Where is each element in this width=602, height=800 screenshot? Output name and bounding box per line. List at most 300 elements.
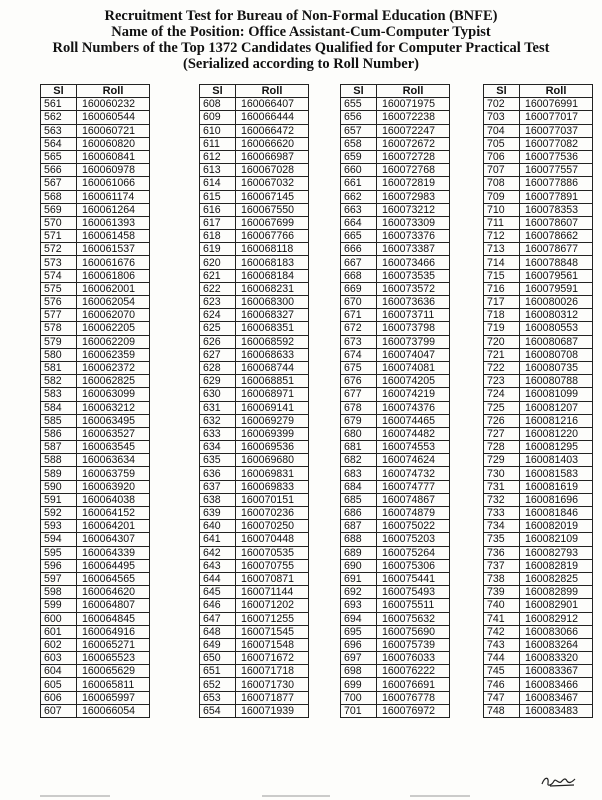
serial-cell: 563 [41, 124, 77, 137]
roll-cell: 160081619 [520, 480, 593, 493]
serial-cell: 586 [41, 427, 77, 440]
roll-cell: 160073572 [377, 282, 450, 295]
serial-cell: 714 [484, 256, 520, 269]
column-header-roll: Roll [236, 85, 309, 98]
table-row [200, 111, 309, 124]
table-row [484, 441, 593, 454]
serial-cell: 743 [484, 638, 520, 651]
table-row [484, 520, 593, 533]
serial-cell: 699 [341, 678, 377, 691]
roll-cell: 160074732 [377, 467, 450, 480]
roll-cell: 160068971 [236, 388, 309, 401]
table-row [341, 111, 450, 124]
roll-cell: 160069536 [236, 441, 309, 454]
roll-cell: 160074624 [377, 454, 450, 467]
roll-cell: 160071975 [377, 98, 450, 111]
serial-cell: 638 [200, 493, 236, 506]
table-row [200, 216, 309, 229]
roll-cell: 160063634 [77, 454, 150, 467]
table-row [484, 625, 593, 638]
serial-cell: 628 [200, 361, 236, 374]
table-row [41, 678, 150, 691]
serial-cell: 640 [200, 520, 236, 533]
document-header [0, 8, 602, 72]
roll-cell: 160064845 [77, 612, 150, 625]
table-row [41, 124, 150, 137]
roll-cell: 160074219 [377, 388, 450, 401]
serial-cell: 652 [200, 678, 236, 691]
roll-cell: 160071730 [236, 678, 309, 691]
roll-cell: 160066620 [236, 137, 309, 150]
table-row [200, 348, 309, 361]
table-row [41, 572, 150, 585]
table-row [484, 309, 593, 322]
serial-cell: 694 [341, 612, 377, 625]
roll-cell: 160078662 [520, 230, 593, 243]
serial-cell: 651 [200, 665, 236, 678]
roll-cell: 160076033 [377, 652, 450, 665]
table-row [41, 375, 150, 388]
roll-cell: 160071718 [236, 665, 309, 678]
roll-cell: 160080708 [520, 348, 593, 361]
footer-rule-marks [0, 794, 602, 798]
serial-cell: 698 [341, 665, 377, 678]
serial-cell: 564 [41, 137, 77, 150]
serial-cell: 711 [484, 216, 520, 229]
table-row [200, 137, 309, 150]
roll-cell: 160063545 [77, 441, 150, 454]
table-row [41, 612, 150, 625]
table-row [200, 243, 309, 256]
table-row [484, 493, 593, 506]
serial-cell: 655 [341, 98, 377, 111]
roll-cell: 160073387 [377, 243, 450, 256]
roll-cell: 160071548 [236, 638, 309, 651]
table-row [484, 546, 593, 559]
roll-cell: 160068351 [236, 322, 309, 335]
serial-cell: 737 [484, 559, 520, 572]
table-row [484, 652, 593, 665]
serial-cell: 722 [484, 361, 520, 374]
roll-cell: 160072768 [377, 164, 450, 177]
serial-cell: 688 [341, 533, 377, 546]
table-row [41, 282, 150, 295]
table-row [200, 704, 309, 717]
roll-cell: 160075306 [377, 559, 450, 572]
serial-cell: 689 [341, 546, 377, 559]
roll-cell: 160062205 [77, 322, 150, 335]
roll-cell: 160062372 [77, 361, 150, 374]
serial-cell: 632 [200, 414, 236, 427]
roll-cell: 160063099 [77, 388, 150, 401]
serial-cell: 572 [41, 243, 77, 256]
table-row [200, 164, 309, 177]
serial-cell: 622 [200, 282, 236, 295]
serial-cell: 575 [41, 282, 77, 295]
roll-cell: 160077037 [520, 124, 593, 137]
table-row [41, 388, 150, 401]
table-row [41, 296, 150, 309]
table-row [41, 546, 150, 559]
table-row [341, 546, 450, 559]
serial-cell: 674 [341, 348, 377, 361]
table-row [341, 652, 450, 665]
table-row [200, 256, 309, 269]
serial-cell: 685 [341, 493, 377, 506]
roll-cell: 160067550 [236, 203, 309, 216]
roll-cell: 160060820 [77, 137, 150, 150]
serial-cell: 671 [341, 309, 377, 322]
table-row [41, 559, 150, 572]
table-row [484, 533, 593, 546]
roll-cell: 160082019 [520, 520, 593, 533]
serial-cell: 657 [341, 124, 377, 137]
table-row [341, 441, 450, 454]
table-row [41, 414, 150, 427]
table-row [200, 520, 309, 533]
roll-cell: 160065271 [77, 638, 150, 651]
serial-cell: 635 [200, 454, 236, 467]
serial-cell: 727 [484, 427, 520, 440]
signature-mark [538, 773, 580, 789]
table-row [341, 427, 450, 440]
serial-cell: 658 [341, 137, 377, 150]
table-row [200, 480, 309, 493]
roll-cell: 160073376 [377, 230, 450, 243]
table-row [341, 586, 450, 599]
roll-cell: 160073212 [377, 203, 450, 216]
table-row [41, 520, 150, 533]
serial-cell: 724 [484, 388, 520, 401]
serial-cell: 594 [41, 533, 77, 546]
table-row [341, 375, 450, 388]
serial-cell: 713 [484, 243, 520, 256]
roll-cell: 160083367 [520, 665, 593, 678]
table-row [41, 704, 150, 717]
table-row [41, 111, 150, 124]
table-row [200, 203, 309, 216]
serial-cell: 695 [341, 625, 377, 638]
roll-cell: 160072247 [377, 124, 450, 137]
serial-cell: 623 [200, 296, 236, 309]
table-row [484, 203, 593, 216]
roll-cell: 160079561 [520, 269, 593, 282]
table-row [341, 493, 450, 506]
table-row [200, 361, 309, 374]
roll-cell: 160074047 [377, 348, 450, 361]
serial-cell: 661 [341, 177, 377, 190]
serial-cell: 691 [341, 572, 377, 585]
roll-cell: 160066407 [236, 98, 309, 111]
roll-cell: 160082109 [520, 533, 593, 546]
roll-cell: 160070151 [236, 493, 309, 506]
roll-cell: 160075493 [377, 586, 450, 599]
table-row [341, 216, 450, 229]
serial-cell: 677 [341, 388, 377, 401]
serial-cell: 687 [341, 520, 377, 533]
table-row [341, 203, 450, 216]
column-header-sl: Sl [200, 85, 236, 98]
header-line-2: Name of the Position: Office Assistant-Cum-Computer Typist [111, 24, 491, 40]
roll-cell: 160082899 [520, 586, 593, 599]
table-row [41, 137, 150, 150]
roll-cell: 160073799 [377, 335, 450, 348]
column-header-roll: Roll [520, 85, 593, 98]
serial-cell: 697 [341, 652, 377, 665]
roll-cell: 160068184 [236, 269, 309, 282]
table-row [484, 572, 593, 585]
serial-cell: 675 [341, 361, 377, 374]
roll-cell: 160076691 [377, 678, 450, 691]
roll-cell: 160072983 [377, 190, 450, 203]
serial-cell: 643 [200, 559, 236, 572]
serial-cell: 723 [484, 375, 520, 388]
roll-cell: 160064916 [77, 625, 150, 638]
serial-cell: 680 [341, 427, 377, 440]
table-row [341, 454, 450, 467]
roll-cell: 160066472 [236, 124, 309, 137]
serial-cell: 693 [341, 599, 377, 612]
table-header-row [341, 85, 450, 98]
serial-cell: 656 [341, 111, 377, 124]
roll-cell: 160072238 [377, 111, 450, 124]
roll-cell: 160064307 [77, 533, 150, 546]
serial-cell: 702 [484, 98, 520, 111]
roll-cell: 160081846 [520, 507, 593, 520]
roll-cell: 160064495 [77, 559, 150, 572]
roll-cell: 160074376 [377, 401, 450, 414]
table-row [484, 454, 593, 467]
table-row [484, 704, 593, 717]
table-row [200, 638, 309, 651]
serial-cell: 725 [484, 401, 520, 414]
table-row [200, 665, 309, 678]
serial-cell: 646 [200, 599, 236, 612]
roll-cell: 160081099 [520, 388, 593, 401]
roll-cell: 160069141 [236, 401, 309, 414]
serial-cell: 633 [200, 427, 236, 440]
table-row [484, 243, 593, 256]
serial-cell: 562 [41, 111, 77, 124]
roll-cell: 160069680 [236, 454, 309, 467]
serial-cell: 735 [484, 533, 520, 546]
roll-cell: 160080312 [520, 309, 593, 322]
serial-cell: 595 [41, 546, 77, 559]
serial-cell: 625 [200, 322, 236, 335]
serial-cell: 728 [484, 441, 520, 454]
roll-cell: 160064807 [77, 599, 150, 612]
roll-cell: 160081583 [520, 467, 593, 480]
table-row [41, 480, 150, 493]
table-row [41, 625, 150, 638]
roll-cell: 160061458 [77, 230, 150, 243]
roll-cell: 160063759 [77, 467, 150, 480]
table-row [341, 612, 450, 625]
serial-cell: 609 [200, 111, 236, 124]
table-row [484, 467, 593, 480]
roll-cell: 160071545 [236, 625, 309, 638]
roll-cell: 160075511 [377, 599, 450, 612]
serial-cell: 738 [484, 572, 520, 585]
roll-cell: 160075022 [377, 520, 450, 533]
serial-cell: 739 [484, 586, 520, 599]
roll-cell: 160077536 [520, 150, 593, 163]
roll-cell: 160065997 [77, 691, 150, 704]
serial-cell: 731 [484, 480, 520, 493]
roll-cell: 160065523 [77, 652, 150, 665]
table-row [41, 586, 150, 599]
roll-cell: 160077017 [520, 111, 593, 124]
serial-cell: 720 [484, 335, 520, 348]
table-row [341, 533, 450, 546]
serial-cell: 574 [41, 269, 77, 282]
serial-cell: 583 [41, 388, 77, 401]
roll-cell: 160078607 [520, 216, 593, 229]
serial-cell: 704 [484, 124, 520, 137]
table-row [200, 230, 309, 243]
serial-cell: 692 [341, 586, 377, 599]
serial-cell: 619 [200, 243, 236, 256]
serial-cell: 626 [200, 335, 236, 348]
roll-cell: 160068633 [236, 348, 309, 361]
roll-cell: 160061806 [77, 269, 150, 282]
table-row [484, 612, 593, 625]
roll-cell: 160070755 [236, 559, 309, 572]
table-row [41, 203, 150, 216]
serial-cell: 665 [341, 230, 377, 243]
serial-cell: 590 [41, 480, 77, 493]
table-row [484, 177, 593, 190]
serial-cell: 611 [200, 137, 236, 150]
table-row [41, 691, 150, 704]
roll-cell: 160075690 [377, 625, 450, 638]
serial-cell: 690 [341, 559, 377, 572]
roll-cell: 160062054 [77, 296, 150, 309]
serial-cell: 577 [41, 309, 77, 322]
serial-cell: 741 [484, 612, 520, 625]
table-header-row [200, 85, 309, 98]
table-row [341, 414, 450, 427]
serial-cell: 606 [41, 691, 77, 704]
table-row [41, 361, 150, 374]
table-row [341, 559, 450, 572]
roll-cell: 160083467 [520, 691, 593, 704]
roll-cell: 160064339 [77, 546, 150, 559]
serial-cell: 637 [200, 480, 236, 493]
serial-cell: 568 [41, 190, 77, 203]
table-row [341, 665, 450, 678]
serial-cell: 718 [484, 309, 520, 322]
roll-cell: 160070535 [236, 546, 309, 559]
roll-cell: 160068300 [236, 296, 309, 309]
header-line-1: Recruitment Test for Bureau of Non-Formal Education (BNFE) [104, 8, 498, 24]
table-row [484, 124, 593, 137]
serial-cell: 629 [200, 375, 236, 388]
table-row [200, 190, 309, 203]
table-row [200, 427, 309, 440]
column-header-sl: Sl [341, 85, 377, 98]
serial-cell: 669 [341, 282, 377, 295]
roll-cell: 160074879 [377, 507, 450, 520]
table-row [341, 124, 450, 137]
serial-cell: 706 [484, 150, 520, 163]
roll-cell: 160083320 [520, 652, 593, 665]
table-row [484, 638, 593, 651]
roll-cell: 160068744 [236, 361, 309, 374]
serial-cell: 613 [200, 164, 236, 177]
serial-cell: 681 [341, 441, 377, 454]
serial-cell: 660 [341, 164, 377, 177]
serial-cell: 631 [200, 401, 236, 414]
table-row [41, 256, 150, 269]
serial-cell: 707 [484, 164, 520, 177]
roll-cell: 160074482 [377, 427, 450, 440]
table-row [200, 467, 309, 480]
table-row [484, 282, 593, 295]
serial-cell: 686 [341, 507, 377, 520]
table-row [341, 572, 450, 585]
roll-cell: 160082901 [520, 599, 593, 612]
table-row [484, 559, 593, 572]
serial-cell: 599 [41, 599, 77, 612]
table-row [341, 177, 450, 190]
serial-cell: 746 [484, 678, 520, 691]
serial-cell: 579 [41, 335, 77, 348]
table-row [341, 704, 450, 717]
roll-cell: 160077557 [520, 164, 593, 177]
table-row [341, 296, 450, 309]
roll-cell: 160078677 [520, 243, 593, 256]
serial-cell: 736 [484, 546, 520, 559]
column-header-sl: Sl [41, 85, 77, 98]
serial-cell: 627 [200, 348, 236, 361]
table-row [484, 216, 593, 229]
serial-cell: 565 [41, 150, 77, 163]
roll-cell: 160082912 [520, 612, 593, 625]
serial-cell: 745 [484, 665, 520, 678]
roll-cell: 160064152 [77, 507, 150, 520]
serial-cell: 721 [484, 348, 520, 361]
roll-cell: 160078848 [520, 256, 593, 269]
roll-cell: 160074081 [377, 361, 450, 374]
roll-cell: 160075264 [377, 546, 450, 559]
table-row [341, 401, 450, 414]
serial-cell: 602 [41, 638, 77, 651]
roll-cell: 160070871 [236, 572, 309, 585]
roll-cell: 160068592 [236, 335, 309, 348]
serial-cell: 561 [41, 98, 77, 111]
table-row [484, 361, 593, 374]
serial-cell: 748 [484, 704, 520, 717]
table-row [200, 401, 309, 414]
serial-cell: 584 [41, 401, 77, 414]
table-row [41, 348, 150, 361]
serial-cell: 580 [41, 348, 77, 361]
table-row [341, 243, 450, 256]
table-row [484, 599, 593, 612]
roll-cell: 160081295 [520, 441, 593, 454]
roll-cell: 160061264 [77, 203, 150, 216]
roll-cell: 160075203 [377, 533, 450, 546]
roll-cell: 160069399 [236, 427, 309, 440]
roll-cell: 160074777 [377, 480, 450, 493]
roll-cell: 160064620 [77, 586, 150, 599]
roll-cell: 160060841 [77, 150, 150, 163]
table-row [484, 480, 593, 493]
roll-cell: 160071144 [236, 586, 309, 599]
serial-cell: 679 [341, 414, 377, 427]
serial-cell: 733 [484, 507, 520, 520]
